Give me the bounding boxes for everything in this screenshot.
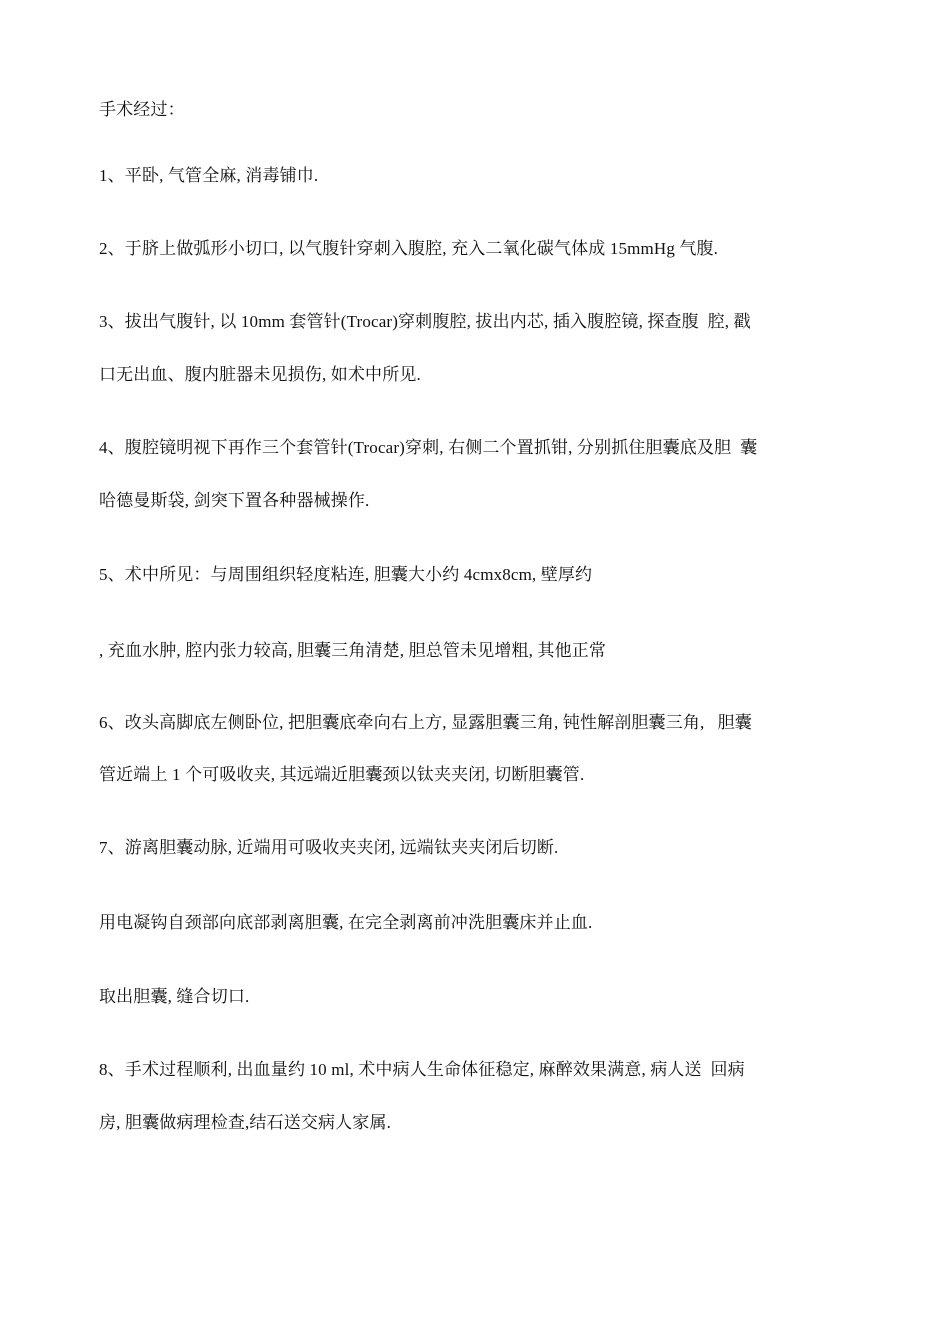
step-6-line-1: 6、改头高脚底左侧卧位, 把胆囊底牵向右上方, 显露胆囊三角, 钝性解剖胆囊三角, 胆囊: [99, 713, 752, 732]
closure-line: 取出胆囊, 缝合切口.: [99, 987, 250, 1006]
step-2-line: 2、于脐上做弧形小切口, 以气腹针穿刺入腹腔, 充入二氧化碳气体成 15mmHg 气腹.: [99, 239, 719, 258]
step-3-line-1: 3、拔出气腹针, 以 10mm 套管针(Trocar)穿刺腹腔, 拔出内芯, 插入腹腔镜, 探查腹 腔, 戳: [99, 312, 751, 331]
step-8-line-2: 房, 胆囊做病理检查,结石送交病人家属.: [99, 1113, 391, 1132]
step-6-line-2: 管近端上 1 个可吸收夹, 其远端近胆囊颈以钛夹夹闭, 切断胆囊管.: [99, 765, 585, 784]
step-8-line-1: 8、手术过程顺利, 出血量约 10 ml, 术中病人生命体征稳定, 麻醉效果满意, 病人送 回病: [99, 1060, 745, 1079]
step-1-line: 1、平卧, 气管全麻, 消毒铺巾.: [99, 166, 319, 185]
document-heading: 手术经过：: [99, 100, 185, 119]
step-4-line-2: 哈德曼斯袋, 剑突下置各种器械操作.: [99, 491, 370, 510]
step-5-line-1: 5、术中所见：与周围组织轻度粘连, 胆囊大小约 4cmx8cm, 壁厚约: [99, 565, 593, 584]
dissection-line: 用电凝钩自颈部向底部剥离胆囊, 在完全剥离前冲洗胆囊床并止血.: [99, 913, 593, 932]
step-4-line-1: 4、腹腔镜明视下再作三个套管针(Trocar)穿刺, 右侧二个置抓钳, 分别抓住胆囊底及胆 囊: [99, 438, 758, 457]
step-7-line: 7、游离胆囊动脉, 近端用可吸收夹夹闭, 远端钛夹夹闭后切断.: [99, 838, 559, 857]
step-3-line-2: 口无出血、腹内脏器未见损伤, 如术中所见.: [99, 365, 421, 384]
step-5-line-2: , 充血水肿, 腔内张力较高, 胆囊三角清楚, 胆总管未见增粗, 其他正常: [99, 641, 607, 660]
